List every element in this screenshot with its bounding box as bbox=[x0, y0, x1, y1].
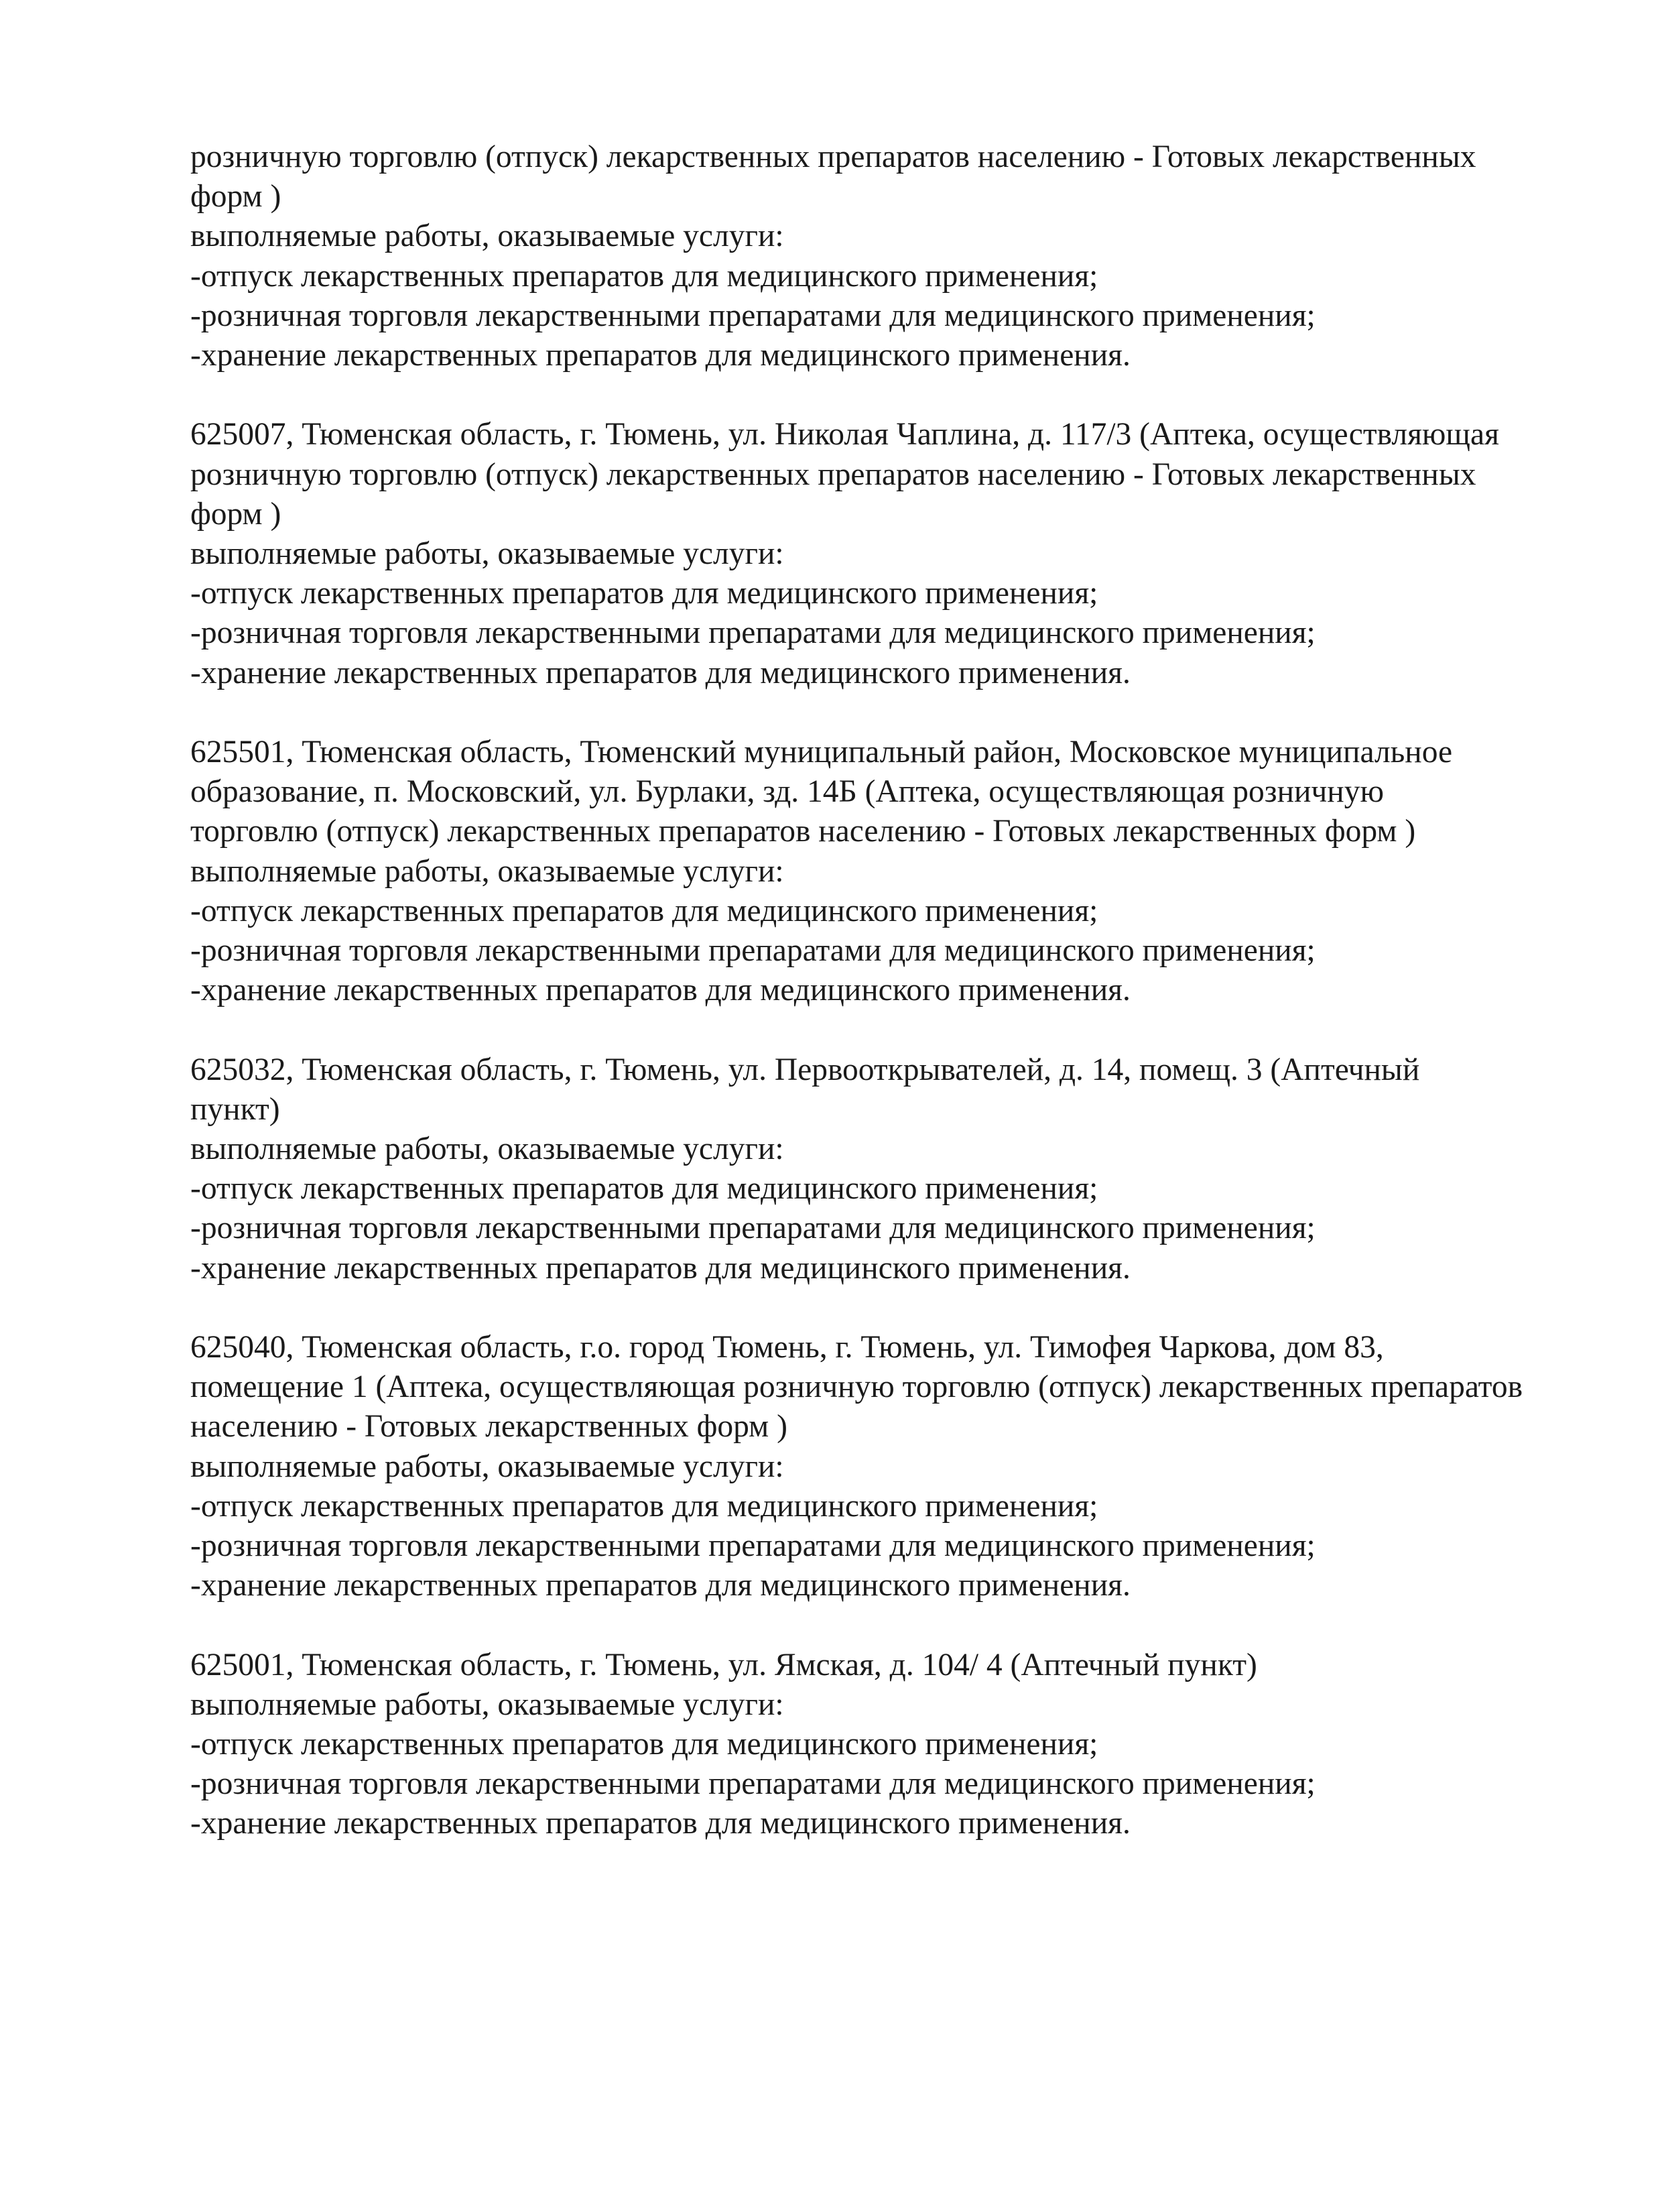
service-item: -хранение лекарственных препаратов для медицинского применения. bbox=[190, 655, 1131, 690]
services-header: выполняемые работы, оказываемые услуги: bbox=[190, 219, 784, 254]
address-line: 625032, Тюменская область, г. Тюмень, ул. Первооткрывателей, д. 14, помещ. 3 (Аптечный bbox=[190, 1052, 1420, 1087]
address-line: 625040, Тюменская область, г.о. город Тюмень, г. Тюмень, ул. Тимофея Чаркова, дом 83, bbox=[190, 1330, 1384, 1365]
pharmacy-entry bbox=[190, 1646, 1571, 1844]
service-item: -розничная торговля лекарственными препаратами для медицинского применения; bbox=[190, 1211, 1316, 1246]
continuation-entry bbox=[190, 137, 1571, 375]
service-item: -хранение лекарственных препаратов для медицинского применения. bbox=[190, 1250, 1131, 1286]
services-header: выполняемые работы, оказываемые услуги: bbox=[190, 1131, 784, 1167]
service-item: -хранение лекарственных препаратов для медицинского применения. bbox=[190, 1806, 1131, 1841]
address-line: розничную торговлю (отпуск) лекарственных препаратов населению - Готовых лекарственных bbox=[190, 139, 1476, 174]
service-item: -розничная торговля лекарственными препаратами для медицинского применения; bbox=[190, 615, 1316, 651]
service-item: -отпуск лекарственных препаратов для медицинского применения; bbox=[190, 1488, 1098, 1524]
service-item: -отпуск лекарственных препаратов для медицинского применения; bbox=[190, 1171, 1098, 1207]
service-item: -розничная торговля лекарственными препаратами для медицинского применения; bbox=[190, 1766, 1316, 1802]
service-item: -хранение лекарственных препаратов для медицинского применения. bbox=[190, 338, 1131, 373]
pharmacy-entry bbox=[190, 415, 1571, 692]
address-line: населению - Готовых лекарственных форм ) bbox=[190, 1409, 787, 1445]
address-line: образование, п. Московский, ул. Бурлаки, зд. 14Б (Аптека, осуществляющая розничную bbox=[190, 774, 1384, 810]
address-line: форм ) bbox=[190, 179, 281, 214]
address-line: 625501, Тюменская область, Тюменский муниципальный район, Московское муниципальное bbox=[190, 735, 1453, 770]
service-item: -розничная торговля лекарственными препаратами для медицинского применения; bbox=[190, 298, 1316, 333]
service-item: -розничная торговля лекарственными препаратами для медицинского применения; bbox=[190, 933, 1316, 969]
address-line: 625007, Тюменская область, г. Тюмень, ул. Николая Чаплина, д. 117/3 (Аптека, осуществляющая bbox=[190, 417, 1499, 452]
service-item: -отпуск лекарственных препаратов для медицинского применения; bbox=[190, 576, 1098, 611]
service-item: -отпуск лекарственных препаратов для медицинского применения; bbox=[190, 1727, 1098, 1762]
address-line: торговлю (отпуск) лекарственных препаратов населению - Готовых лекарственных форм ) bbox=[190, 814, 1416, 849]
address-line: помещение 1 (Аптека, осуществляющая розничную торговлю (отпуск) лекарственных препаратов bbox=[190, 1369, 1523, 1405]
service-item: -хранение лекарственных препаратов для медицинского применения. bbox=[190, 1568, 1131, 1603]
service-item: -розничная торговля лекарственными препаратами для медицинского применения; bbox=[190, 1528, 1316, 1564]
service-item: -отпуск лекарственных препаратов для медицинского применения; bbox=[190, 893, 1098, 928]
pharmacy-entry bbox=[190, 733, 1571, 1010]
pharmacy-entry bbox=[190, 1328, 1571, 1605]
services-header: выполняемые работы, оказываемые услуги: bbox=[190, 1686, 784, 1722]
service-item: -отпуск лекарственных препаратов для медицинского применения; bbox=[190, 258, 1098, 294]
address-line: форм ) bbox=[190, 496, 281, 532]
address-line: 625001, Тюменская область, г. Тюмень, ул. Ямская, д. 104/ 4 (Аптечный пункт) bbox=[190, 1647, 1257, 1682]
pharmacy-entry bbox=[190, 1050, 1571, 1288]
services-header: выполняемые работы, оказываемые услуги: bbox=[190, 1449, 784, 1484]
document-page bbox=[190, 137, 1571, 1844]
services-header: выполняемые работы, оказываемые услуги: bbox=[190, 536, 784, 572]
services-header: выполняемые работы, оказываемые услуги: bbox=[190, 853, 784, 889]
address-line: пункт) bbox=[190, 1091, 280, 1127]
service-item: -хранение лекарственных препаратов для медицинского применения. bbox=[190, 973, 1131, 1008]
address-line: розничную торговлю (отпуск) лекарственных препаратов населению - Готовых лекарственных bbox=[190, 456, 1476, 492]
